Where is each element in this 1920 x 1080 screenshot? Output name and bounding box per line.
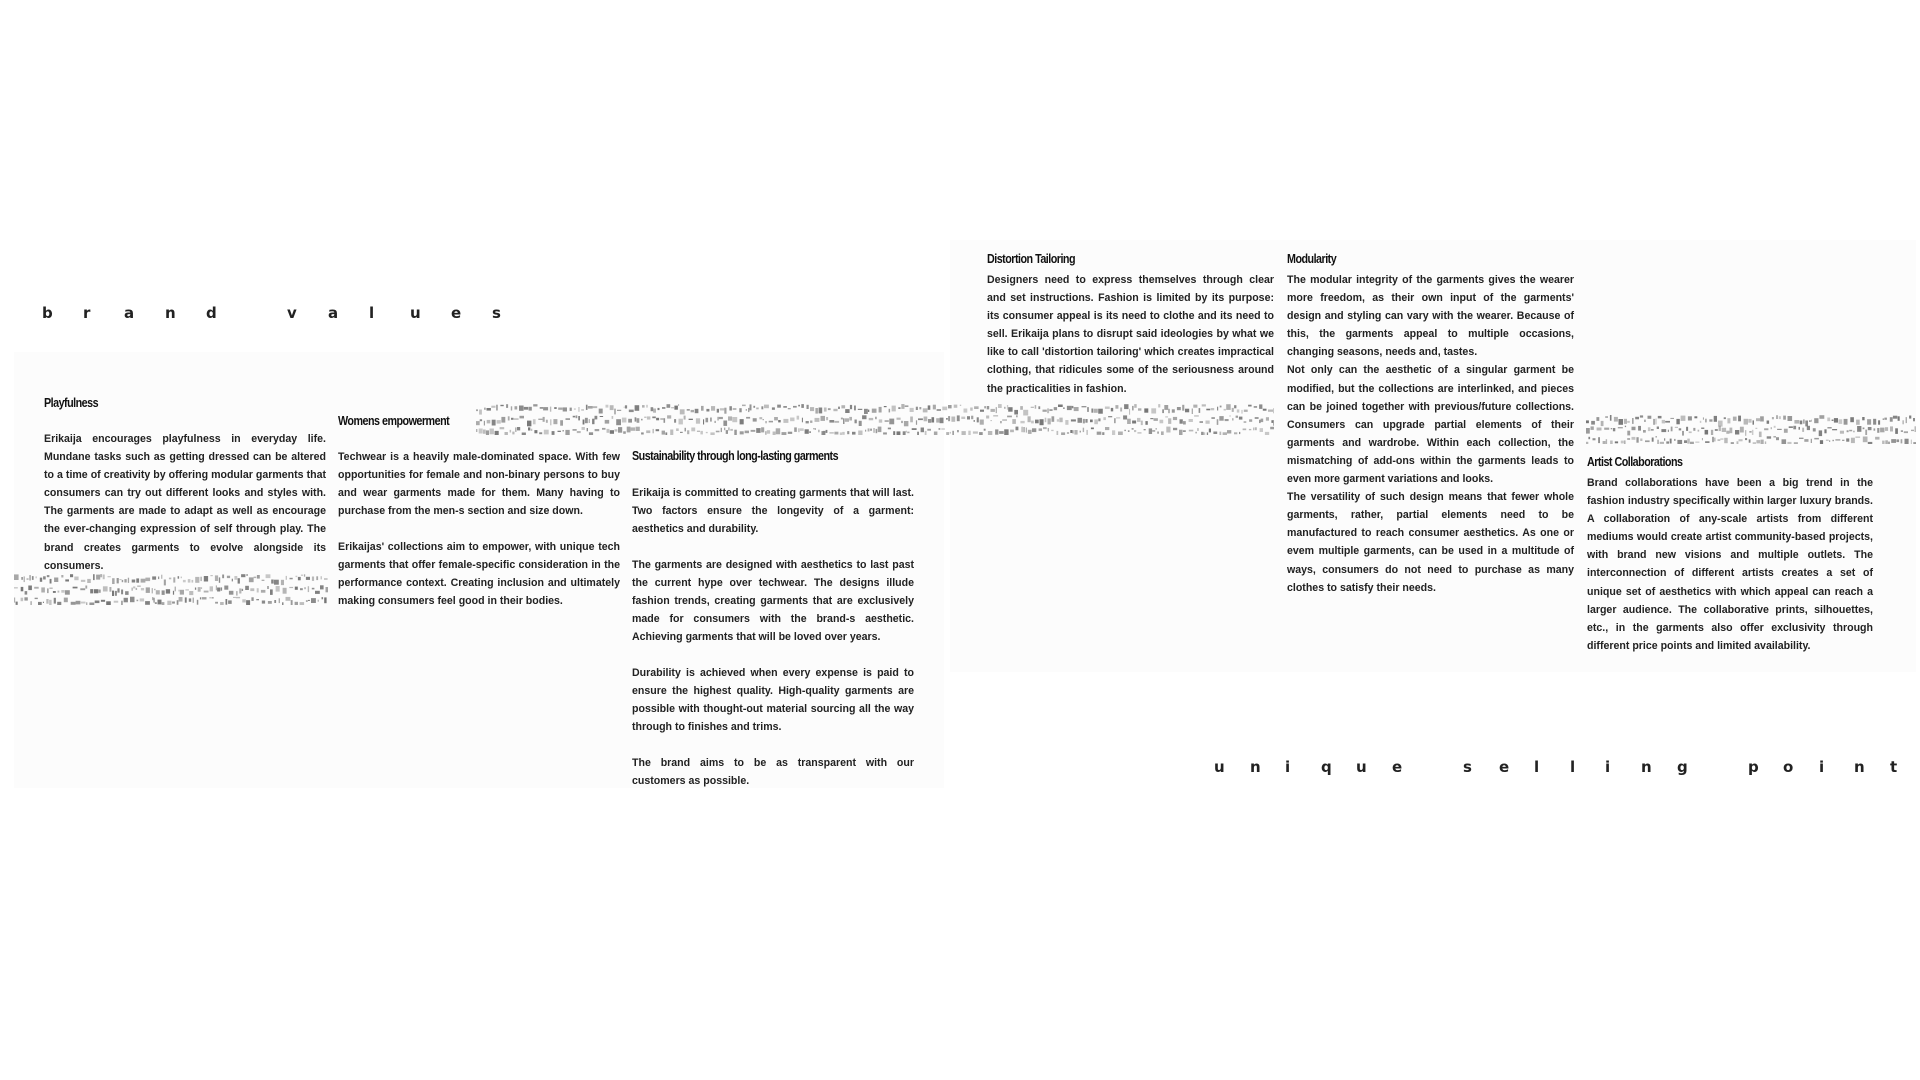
- womens-empowerment-paragraph: Erikaijas' collections aim to empower, with unique tech garments that offer female-specific consideration in the performance context. Creating inclusion and ultimately making consumers feel good in their bodies.: [338, 540, 620, 608]
- sustainability-column: [632, 484, 914, 790]
- sustainability-paragraph: The brand aims to be as transparent with our customers as possible.: [632, 756, 914, 787]
- artist-collaborations-paragraph: Brand collaborations have been a big trend in the fashion industry specifically within larger luxury brands. A collaboration of any-scale artists from different mediums would create artist community-based projects, with brand new visions and multiple outlets. The interconnection of different artists creates a set of unique set of aesthetics with which appeal can reach a larger audience. The collaborative prints, silhouettes, etc., in the garments also offer exclusivity through different price points and limited availability.: [1587, 477, 1873, 652]
- modularity-heading: Modularity: [1287, 252, 1337, 266]
- sustainability-paragraph: Erikaija is committed to creating garments that will last. Two factors ensure the longevity of a garment: aesthetics and durability.: [632, 487, 914, 536]
- womens-empowerment-column: [338, 448, 620, 610]
- modularity-paragraph: The versatility of such design means that fewer whole garments, rather, partial elements need to be manufactured to reach consumer aesthetics. As one or evem multiple garments, can be used in a multitude of ways, consumers do not need to purchase as many clothes to satisfy their needs.: [1287, 491, 1574, 594]
- sustainability-paragraph: Durability is achieved when every expense is paid to ensure the highest quality. High-quality garments are possible with thought-out material sourcing all the way through to finishes and trims.: [632, 666, 914, 734]
- artist-collaborations-heading: Artist Collaborations: [1587, 455, 1683, 469]
- distortion-tailoring-heading: Distortion Tailoring: [987, 252, 1076, 266]
- distortion-tailoring-paragraph: Designers need to express themselves through clear and set instructions. Fashion is limited by its purpose: its consumer appeal is its need to clothe and its need to sell. Erikaija plans to disrupt said ideologies by what we like to call 'distortion tailoring' which creates impractical clothing, that ridicules some of the seriousness around the practicalities in fashion.: [987, 274, 1274, 395]
- distorted-text-strip: [476, 399, 1274, 435]
- playfulness-column: [44, 430, 326, 575]
- distorted-text-strip: [1586, 410, 1916, 444]
- womens-empowerment-heading: Womens empowerment: [338, 414, 450, 428]
- distortion-tailoring-column: [987, 271, 1274, 398]
- artist-collaborations-column: [1587, 474, 1873, 655]
- playfulness-paragraph: Erikaija encourages playfulness in everyday life. Mundane tasks such as getting dressed can be altered to a time of creativity by offering modular garments that consumers can try out different looks and styles with. The garments are made to adapt as well as encourage the ever-changing expression of self through play. The brand creates garments to evolve alongside its consumers.: [44, 433, 326, 572]
- sustainability-heading: Sustainability through long-lasting garments: [632, 449, 839, 463]
- distorted-text-strip: [14, 569, 328, 605]
- modularity-column: [1287, 271, 1574, 597]
- modularity-paragraph: The modular integrity of the garments gives the wearer more freedom, as their own input of the garments' design and styling can vary with the wearer. Because of this, the garments appeal to multiple occasions, changing seasons, needs and, tastes.: [1287, 274, 1574, 359]
- brand-values-title: b r a n d v a l u e s: [42, 304, 501, 322]
- womens-empowerment-paragraph: Techwear is a heavily male-dominated space. With few opportunities for female and non-binary persons to buy and wear garments made for them. Many having to purchase from the men-s section and size down.: [338, 451, 620, 518]
- usp-title: u n i q u e s e l l i n g p o i n t: [1214, 758, 1898, 776]
- modularity-paragraph: Not only can the aesthetic of a singular garment be modified, but the collections are interlinked, and pieces can be joined together with previous/future collections. Consumers can upgrade partial elements of their garments and wardrobe. Within each collection, the mismatching of add-ons within the garments leads to even more garment variations and looks.: [1287, 364, 1574, 486]
- sustainability-paragraph: The garments are designed with aesthetics to last past the current hype over techwear. The designs illude fashion trends, creating garments that are exclusively made for consumers with the brand-s aesthetic. Achieving garments that will be loved over years.: [632, 558, 914, 644]
- playfulness-heading: Playfulness: [44, 396, 99, 410]
